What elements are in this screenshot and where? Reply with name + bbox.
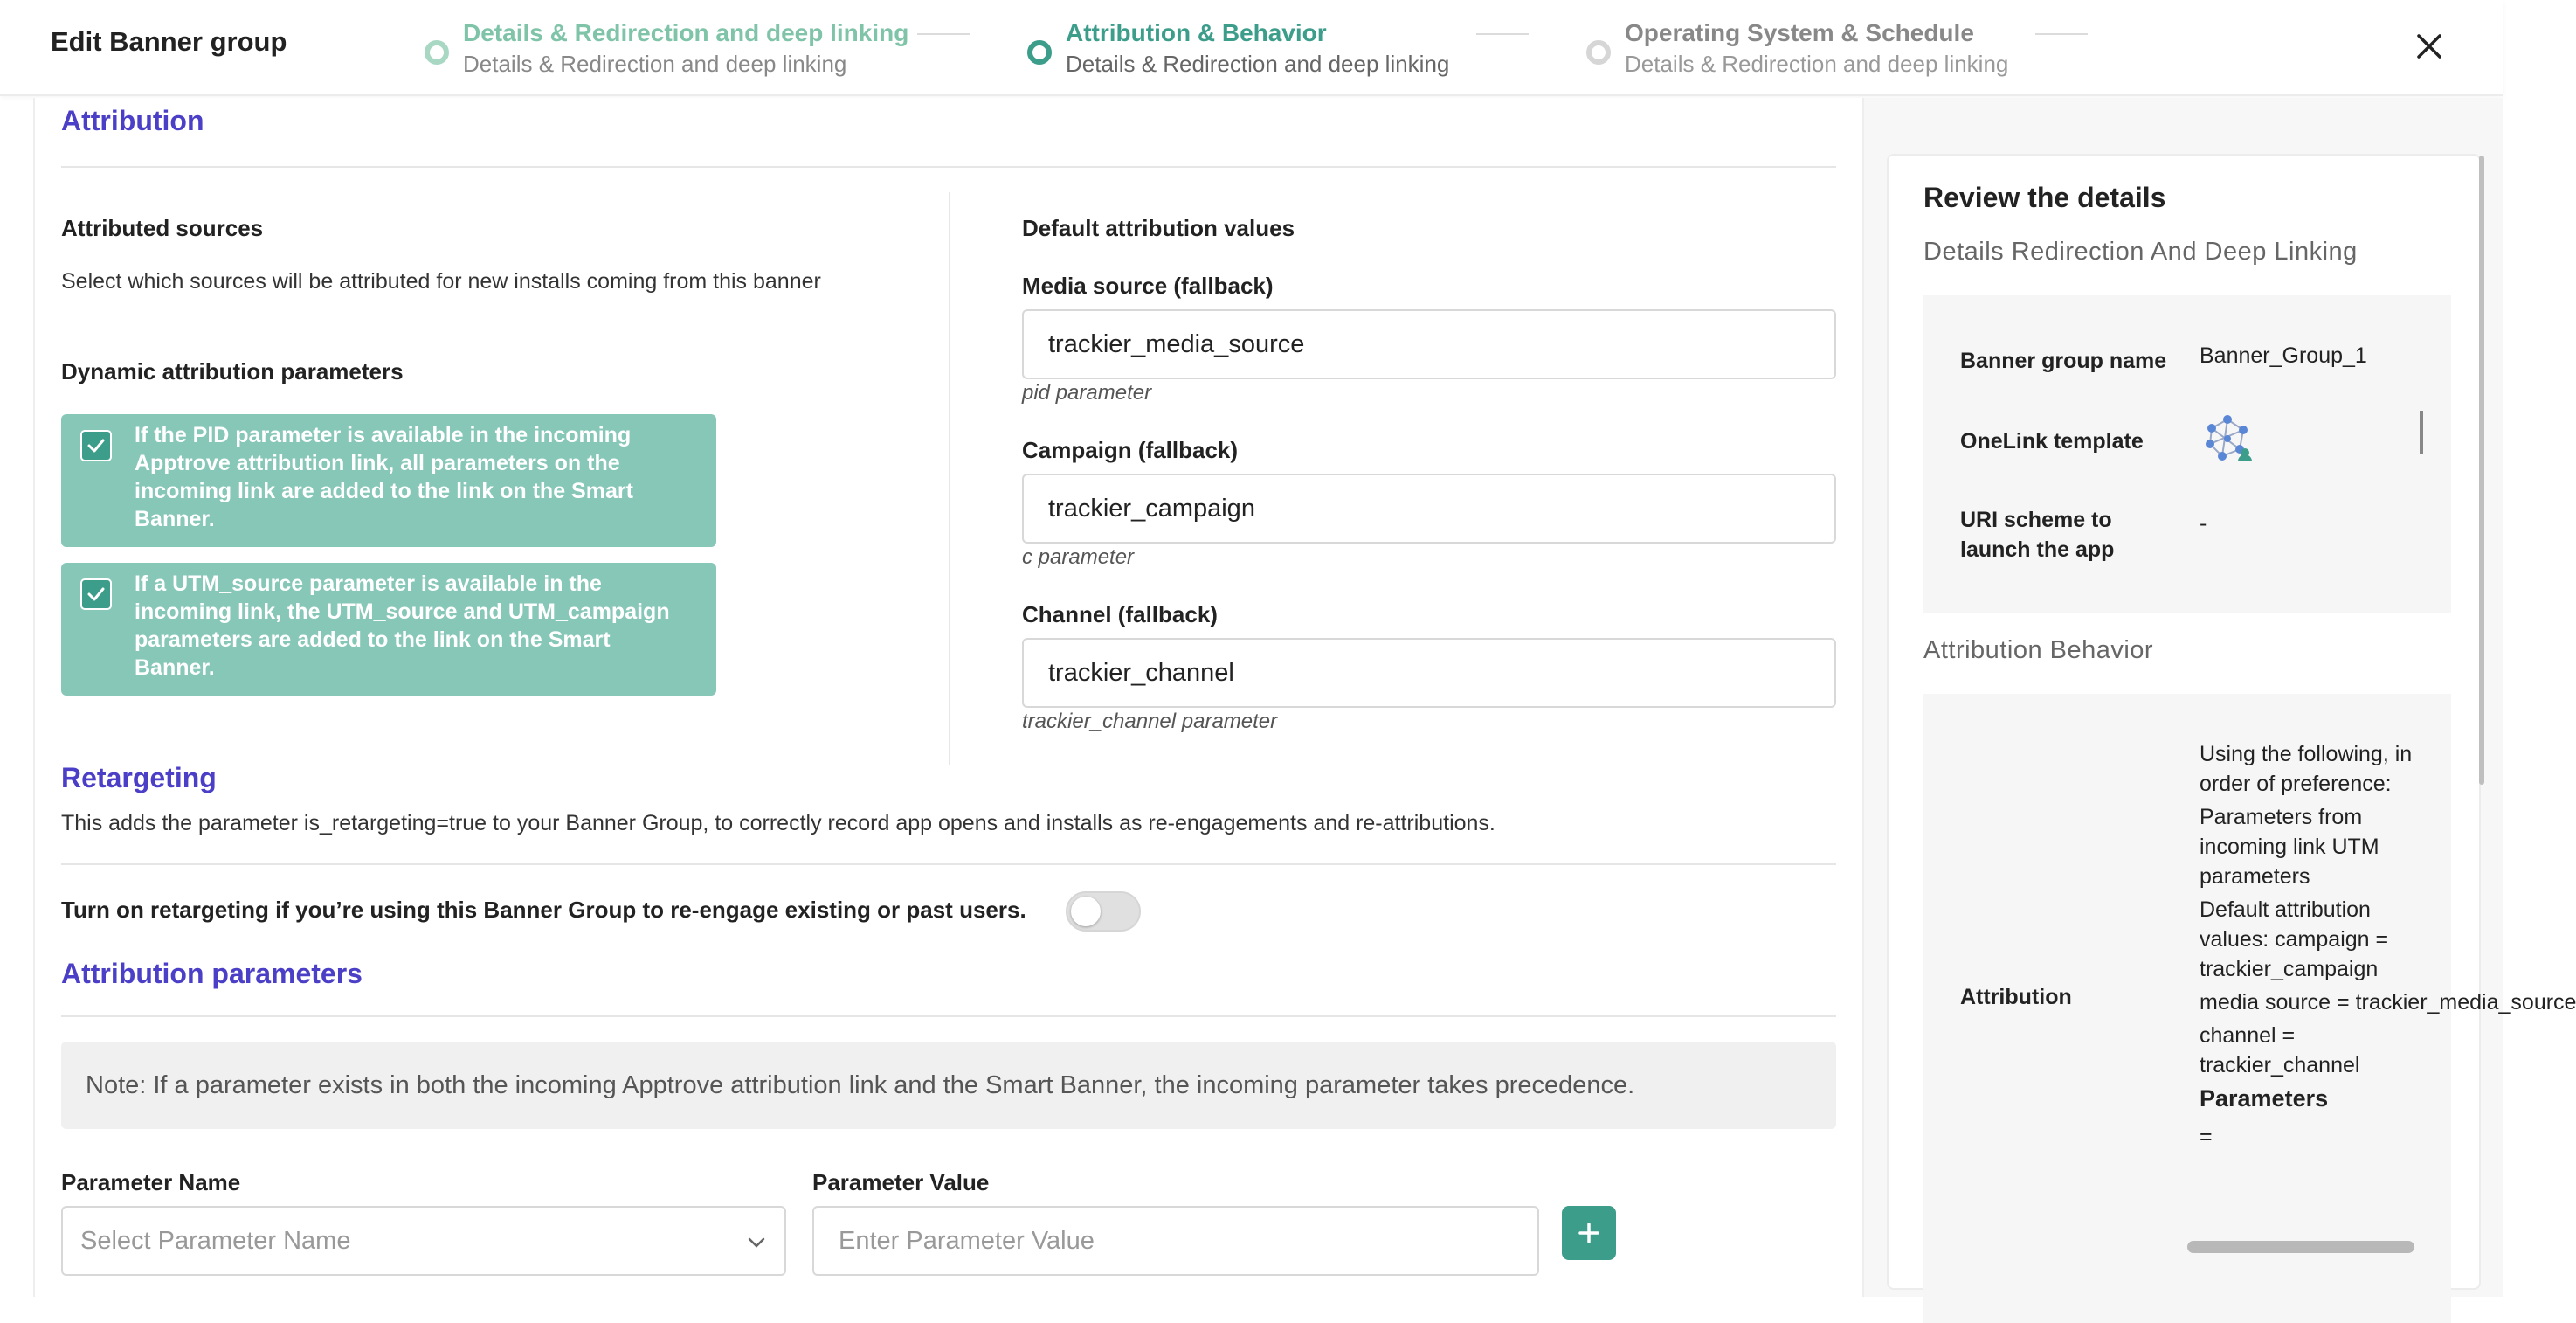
attribution-section-title: Attribution <box>61 105 204 136</box>
default-values-label: Default attribution values <box>1022 215 1295 241</box>
banner-group-name-label: Banner group name <box>1960 349 2167 373</box>
step-connector <box>1476 33 1529 35</box>
utm-check-text: If a UTM_source parameter is available in the incoming link, the UTM_source and UTM_campaign parameters are added to the link on the Smart Banner. <box>135 571 670 680</box>
vertical-scrollbar[interactable] <box>2479 156 2484 785</box>
media-source-label: Media source (fallback) <box>1022 273 1274 299</box>
review-attribution-lines <box>2200 739 2576 1155</box>
attribution-line: Default attribution values: campaign = trackier_campaign <box>2200 897 2389 981</box>
column-divider <box>949 192 950 765</box>
step-completed-icon <box>425 40 449 65</box>
divider <box>61 863 1836 865</box>
step-subtitle: Details & Redirection and deep linking <box>1625 51 2009 77</box>
checkbox-pid[interactable] <box>80 430 112 461</box>
media-source-hint: pid parameter <box>1022 381 1152 405</box>
retargeting-toggle[interactable] <box>1066 891 1141 932</box>
parameter-value-label: Parameter Value <box>812 1169 990 1195</box>
step-connector <box>917 33 970 35</box>
uri-scheme-label: URI scheme to launch the app <box>1960 508 2115 562</box>
attribution-line: Using the following, in order of preference: <box>2200 742 2413 796</box>
attribution-line: Parameters from incoming link UTM parameters <box>2200 805 2379 889</box>
horizontal-scrollbar[interactable] <box>2187 1241 2414 1253</box>
toggle-knob <box>1071 897 1101 926</box>
main-form <box>33 98 1864 1297</box>
parameter-value-placeholder: Enter Parameter Value <box>839 1226 1095 1255</box>
plus-icon <box>1576 1220 1602 1246</box>
add-parameter-button[interactable] <box>1562 1206 1616 1260</box>
step-title: Details & Redirection and deep linking <box>463 19 909 46</box>
onelink-template-label: OneLink template <box>1960 429 2144 454</box>
close-icon <box>2416 33 2442 59</box>
attributed-sources-desc: Select which sources will be attributed for new installs coming from this banner <box>61 269 821 294</box>
campaign-label: Campaign (fallback) <box>1022 437 1239 463</box>
divider <box>61 1015 1836 1017</box>
step-title: Attribution & Behavior <box>1066 19 1327 46</box>
utm-check-card[interactable] <box>61 563 716 696</box>
step-connector <box>2035 33 2088 35</box>
check-icon <box>86 435 107 456</box>
media-source-input[interactable]: trackier_media_source <box>1022 309 1836 379</box>
review-title: Review the details <box>1923 182 2166 213</box>
step-pending-icon <box>1586 40 1611 65</box>
review-card <box>1887 154 2576 1290</box>
channel-hint: trackier_channel parameter <box>1022 710 1278 733</box>
header <box>0 0 2503 96</box>
parameter-name-select[interactable] <box>61 1206 786 1276</box>
attribution-line: channel = trackier_channel <box>2200 1023 2360 1077</box>
pid-check-card[interactable] <box>61 414 716 547</box>
chevron-down-icon <box>746 1232 767 1253</box>
check-icon <box>86 584 107 605</box>
parameters-label: Parameters <box>2200 1085 2329 1112</box>
close-button[interactable] <box>2407 24 2451 68</box>
channel-label: Channel (fallback) <box>1022 601 1218 627</box>
retargeting-section-title: Retargeting <box>61 762 217 793</box>
review-section-attribution: Attribution Behavior <box>1923 636 2154 664</box>
channel-input[interactable]: trackier_channel <box>1022 638 1836 708</box>
parameter-name-placeholder: Select Parameter Name <box>80 1226 351 1255</box>
retargeting-toggle-label: Turn on retargeting if you’re using this Banner Group to re-engage existing or past users. <box>61 897 1026 923</box>
onelink-network-icon <box>2200 411 2255 467</box>
pid-check-text: If the PID parameter is available in the incoming Apptrove attribution link, all parameters on the incoming link are added to the link on the Smart Banner. <box>135 423 633 531</box>
campaign-input[interactable]: trackier_campaign <box>1022 474 1836 544</box>
attribution-line: media source = trackier_media_source <box>2200 990 2576 1015</box>
step-active-icon <box>1027 40 1052 65</box>
checkbox-utm[interactable] <box>80 578 112 610</box>
review-panel <box>1864 98 2576 1297</box>
step-subtitle: Details & Redirection and deep linking <box>1066 51 1450 77</box>
campaign-hint: c parameter <box>1022 545 1135 569</box>
banner-group-name-value: Banner_Group_1 <box>2200 343 2367 368</box>
precedence-note: Note: If a parameter exists in both the incoming Apptrove attribution link and the Smart Banner, the incoming parameter takes precedence. <box>61 1042 1836 1129</box>
divider <box>61 166 1836 168</box>
step-subtitle: Details & Redirection and deep linking <box>463 51 847 77</box>
review-details-box <box>1923 295 2451 613</box>
attribution-params-section-title: Attribution parameters <box>61 958 363 989</box>
parameters-value: = <box>2200 1125 2213 1149</box>
review-section-details: Details Redirection And Deep Linking <box>1923 238 2358 266</box>
step-title: Operating System & Schedule <box>1625 19 1974 46</box>
page-title: Edit Banner group <box>51 26 287 57</box>
review-attribution-box <box>1923 694 2576 1323</box>
uri-scheme-value: - <box>2200 511 2207 536</box>
review-attribution-label: Attribution <box>1960 985 2072 1009</box>
parameter-value-input[interactable] <box>812 1206 1539 1276</box>
review-inner-scrollbar[interactable] <box>2420 411 2423 454</box>
attributed-sources-label: Attributed sources <box>61 215 264 241</box>
parameter-name-label: Parameter Name <box>61 1169 241 1195</box>
dynamic-params-label: Dynamic attribution parameters <box>61 358 404 384</box>
retargeting-desc: This adds the parameter is_retargeting=true to your Banner Group, to correctly record app opens and installs as re-engagements and re-attributions. <box>61 811 1495 835</box>
